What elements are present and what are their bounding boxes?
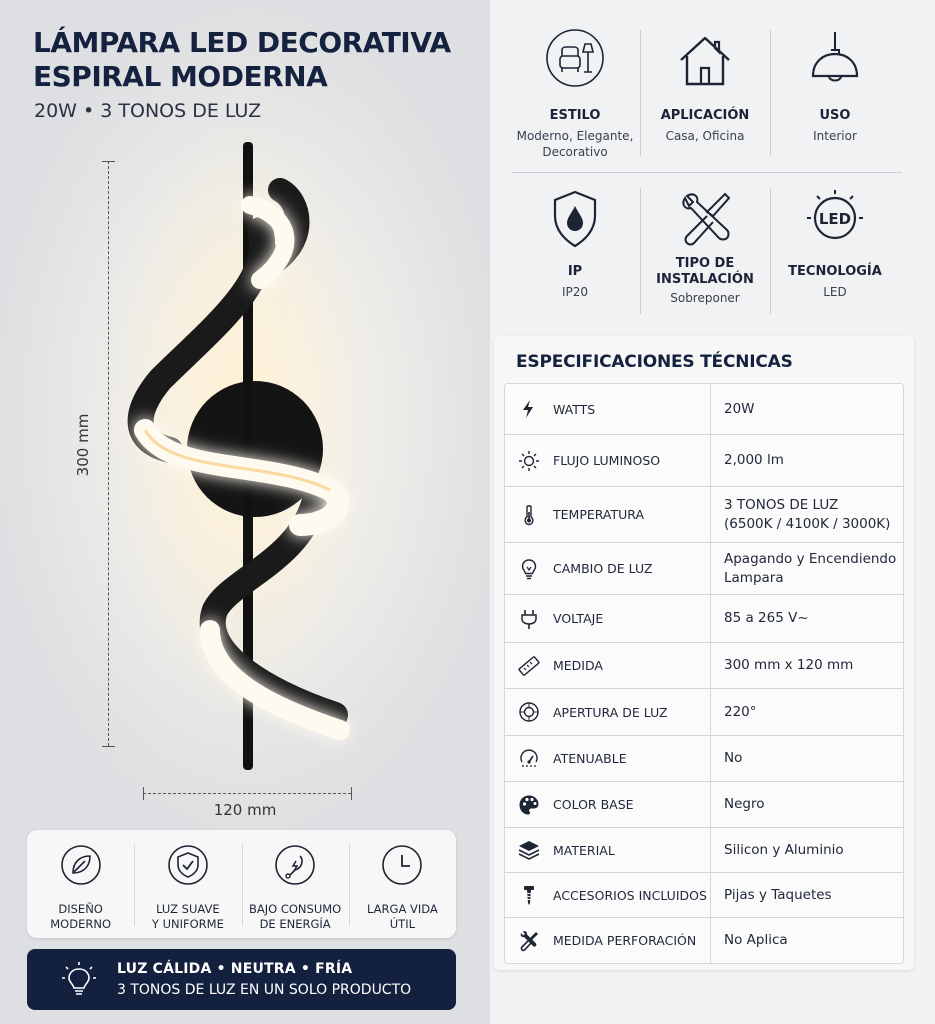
spiral-lamp-image (100, 130, 380, 780)
attribute-application-value: Casa, Oficina (665, 129, 745, 143)
spec-value: No Aplica (724, 932, 788, 948)
specs-table (504, 383, 904, 964)
layers-icon (505, 839, 553, 861)
attribute-style-value: Moderno, Elegante, Decorativo (516, 129, 634, 159)
attribute-ip (510, 186, 640, 316)
shield-check-icon (167, 844, 209, 886)
plug-icon (505, 608, 553, 630)
attributes-row-1 (510, 28, 900, 158)
attribute-technology-value: LED (823, 285, 847, 299)
spec-key-cell (505, 384, 711, 434)
feature-soft-light (134, 830, 241, 938)
spec-key-label: CAMBIO DE LUZ (553, 561, 653, 576)
attributes-divider (512, 172, 902, 173)
spec-row (505, 384, 903, 434)
spec-value: Negro (724, 796, 765, 812)
spec-row (505, 688, 903, 735)
tools-icon (673, 186, 737, 250)
thermometer-icon (505, 504, 553, 526)
banner-tones-line: LUZ CÁLIDA • NEUTRA • FRÍA (117, 961, 353, 977)
spec-key-cell (505, 643, 711, 688)
led-icon (803, 186, 867, 250)
spec-row (505, 872, 903, 917)
spec-key-cell (505, 689, 711, 735)
attribute-application (640, 28, 770, 158)
spec-key-label: FLUJO LUMINOSO (553, 453, 661, 468)
spec-key-label: MEDIDA (553, 658, 603, 673)
attribute-application-title: APLICACIÓN (660, 108, 750, 123)
spec-key-label: TEMPERATURA (553, 507, 645, 522)
spec-key-cell (505, 736, 711, 781)
feature-long-life (349, 830, 456, 938)
width-dimension-cap-left (143, 787, 144, 800)
spec-key-label: COLOR BASE (553, 797, 634, 812)
spec-row (505, 594, 903, 642)
energy-plug-icon (274, 844, 316, 886)
spec-value: 2,000 lm (724, 452, 784, 468)
attribute-use (770, 28, 900, 158)
feature-long-life-label: LARGA VIDA ÚTIL (367, 902, 438, 931)
attribute-ip-title: IP (567, 264, 583, 279)
spec-key-cell (505, 487, 711, 542)
svg-text:LED: LED (818, 210, 852, 228)
title-line-1: LÁMPARA LED DECORATIVA (33, 26, 451, 59)
attribute-installation-title: TIPO DE INSTALACIÓN (656, 256, 754, 287)
width-dimension-line (143, 793, 351, 794)
light-tones-banner (27, 949, 456, 1010)
armchair-lamp-icon (543, 28, 607, 92)
spec-key-label: WATTS (553, 401, 596, 417)
leaf-icon (60, 844, 102, 886)
spec-key-cell (505, 918, 711, 963)
screw-icon (505, 884, 553, 906)
spec-key-cell (505, 595, 711, 642)
spec-key-label: MATERIAL (553, 842, 615, 858)
spec-row (505, 434, 903, 486)
spec-key-label: APERTURA DE LUZ (553, 704, 668, 720)
spec-row (505, 917, 903, 963)
feature-soft-light-label: LUZ SUAVE Y UNIFORME (151, 902, 224, 931)
specs-title: ESPECIFICACIONES TÉCNICAS (516, 352, 793, 372)
spec-value: 85 a 265 V~ (724, 610, 809, 626)
attribute-technology (770, 186, 900, 316)
attribute-style (510, 28, 640, 158)
attribute-installation-value: Sobreponer (670, 291, 740, 305)
spec-key-cell (505, 435, 711, 486)
spec-value: Pijas y Taquetes (724, 886, 832, 903)
lightbulb-rays-icon (61, 961, 97, 999)
spec-value: 3 TONOS DE LUZ (6500K / 4100K / 3000K) (724, 496, 891, 532)
ruler-icon (505, 655, 553, 677)
details-panel (490, 0, 935, 1024)
height-dimension-label: 300 mm (74, 413, 92, 477)
spec-row (505, 486, 903, 542)
width-dimension-label: 120 mm (213, 801, 277, 819)
sun-icon (505, 450, 553, 472)
feature-low-energy-label: BAJO CONSUMO DE ENERGÍA (249, 902, 342, 931)
spec-key-cell (505, 782, 711, 827)
spec-value: 300 mm x 120 mm (724, 657, 854, 673)
bolt-icon (505, 398, 553, 420)
spec-key-label: ATENUABLE (553, 751, 627, 766)
attribute-style-title: ESTILO (549, 108, 601, 123)
product-title (33, 26, 473, 94)
pendant-lamp-icon (803, 28, 867, 92)
spec-key-label: ACCESORIOS INCLUIDOS (553, 887, 707, 903)
spec-key-label: MEDIDA PERFORACIÓN (553, 933, 697, 948)
spec-key-cell (505, 873, 711, 917)
specs-card (494, 336, 914, 970)
attribute-use-title: USO (819, 108, 851, 123)
attribute-ip-value: IP20 (561, 285, 589, 299)
spec-value: 220° (724, 703, 757, 720)
shield-drop-icon (543, 186, 607, 250)
spec-value: Apagando y Encendiendo Lampara (724, 550, 897, 586)
lightbulb-icon (505, 558, 553, 580)
feature-design (27, 830, 134, 938)
attribute-technology-title: TECNOLOGÍA (788, 264, 882, 279)
feature-design-label: DISEÑO MODERNO (50, 902, 111, 931)
palette-icon (505, 794, 553, 816)
spec-value: No (724, 750, 743, 766)
spec-row (505, 735, 903, 781)
title-line-2: ESPIRAL MODERNA (33, 60, 328, 93)
spec-value: Silicon y Aluminio (724, 841, 844, 858)
width-dimension-cap-right (351, 787, 352, 800)
features-card (27, 830, 456, 938)
attribute-installation (640, 186, 770, 316)
spec-row (505, 642, 903, 688)
spec-key-label: VOLTAJE (553, 611, 604, 626)
dimmer-icon (505, 748, 553, 770)
aperture-icon (505, 701, 553, 723)
attribute-use-value: Interior (813, 129, 857, 143)
feature-low-energy (242, 830, 349, 938)
wrench-screwdriver-icon (505, 930, 553, 952)
spec-value: 20W (724, 400, 755, 417)
spec-row (505, 781, 903, 827)
spec-row (505, 827, 903, 872)
clock-icon (381, 844, 423, 886)
spec-row (505, 542, 903, 594)
product-subtitle: 20W • 3 TONOS DE LUZ (34, 100, 262, 122)
attributes-row-2 (510, 186, 900, 316)
spec-key-cell (505, 828, 711, 872)
spec-key-cell (505, 543, 711, 594)
house-icon (673, 28, 737, 92)
banner-tagline: 3 TONOS DE LUZ EN UN SOLO PRODUCTO (117, 982, 412, 998)
